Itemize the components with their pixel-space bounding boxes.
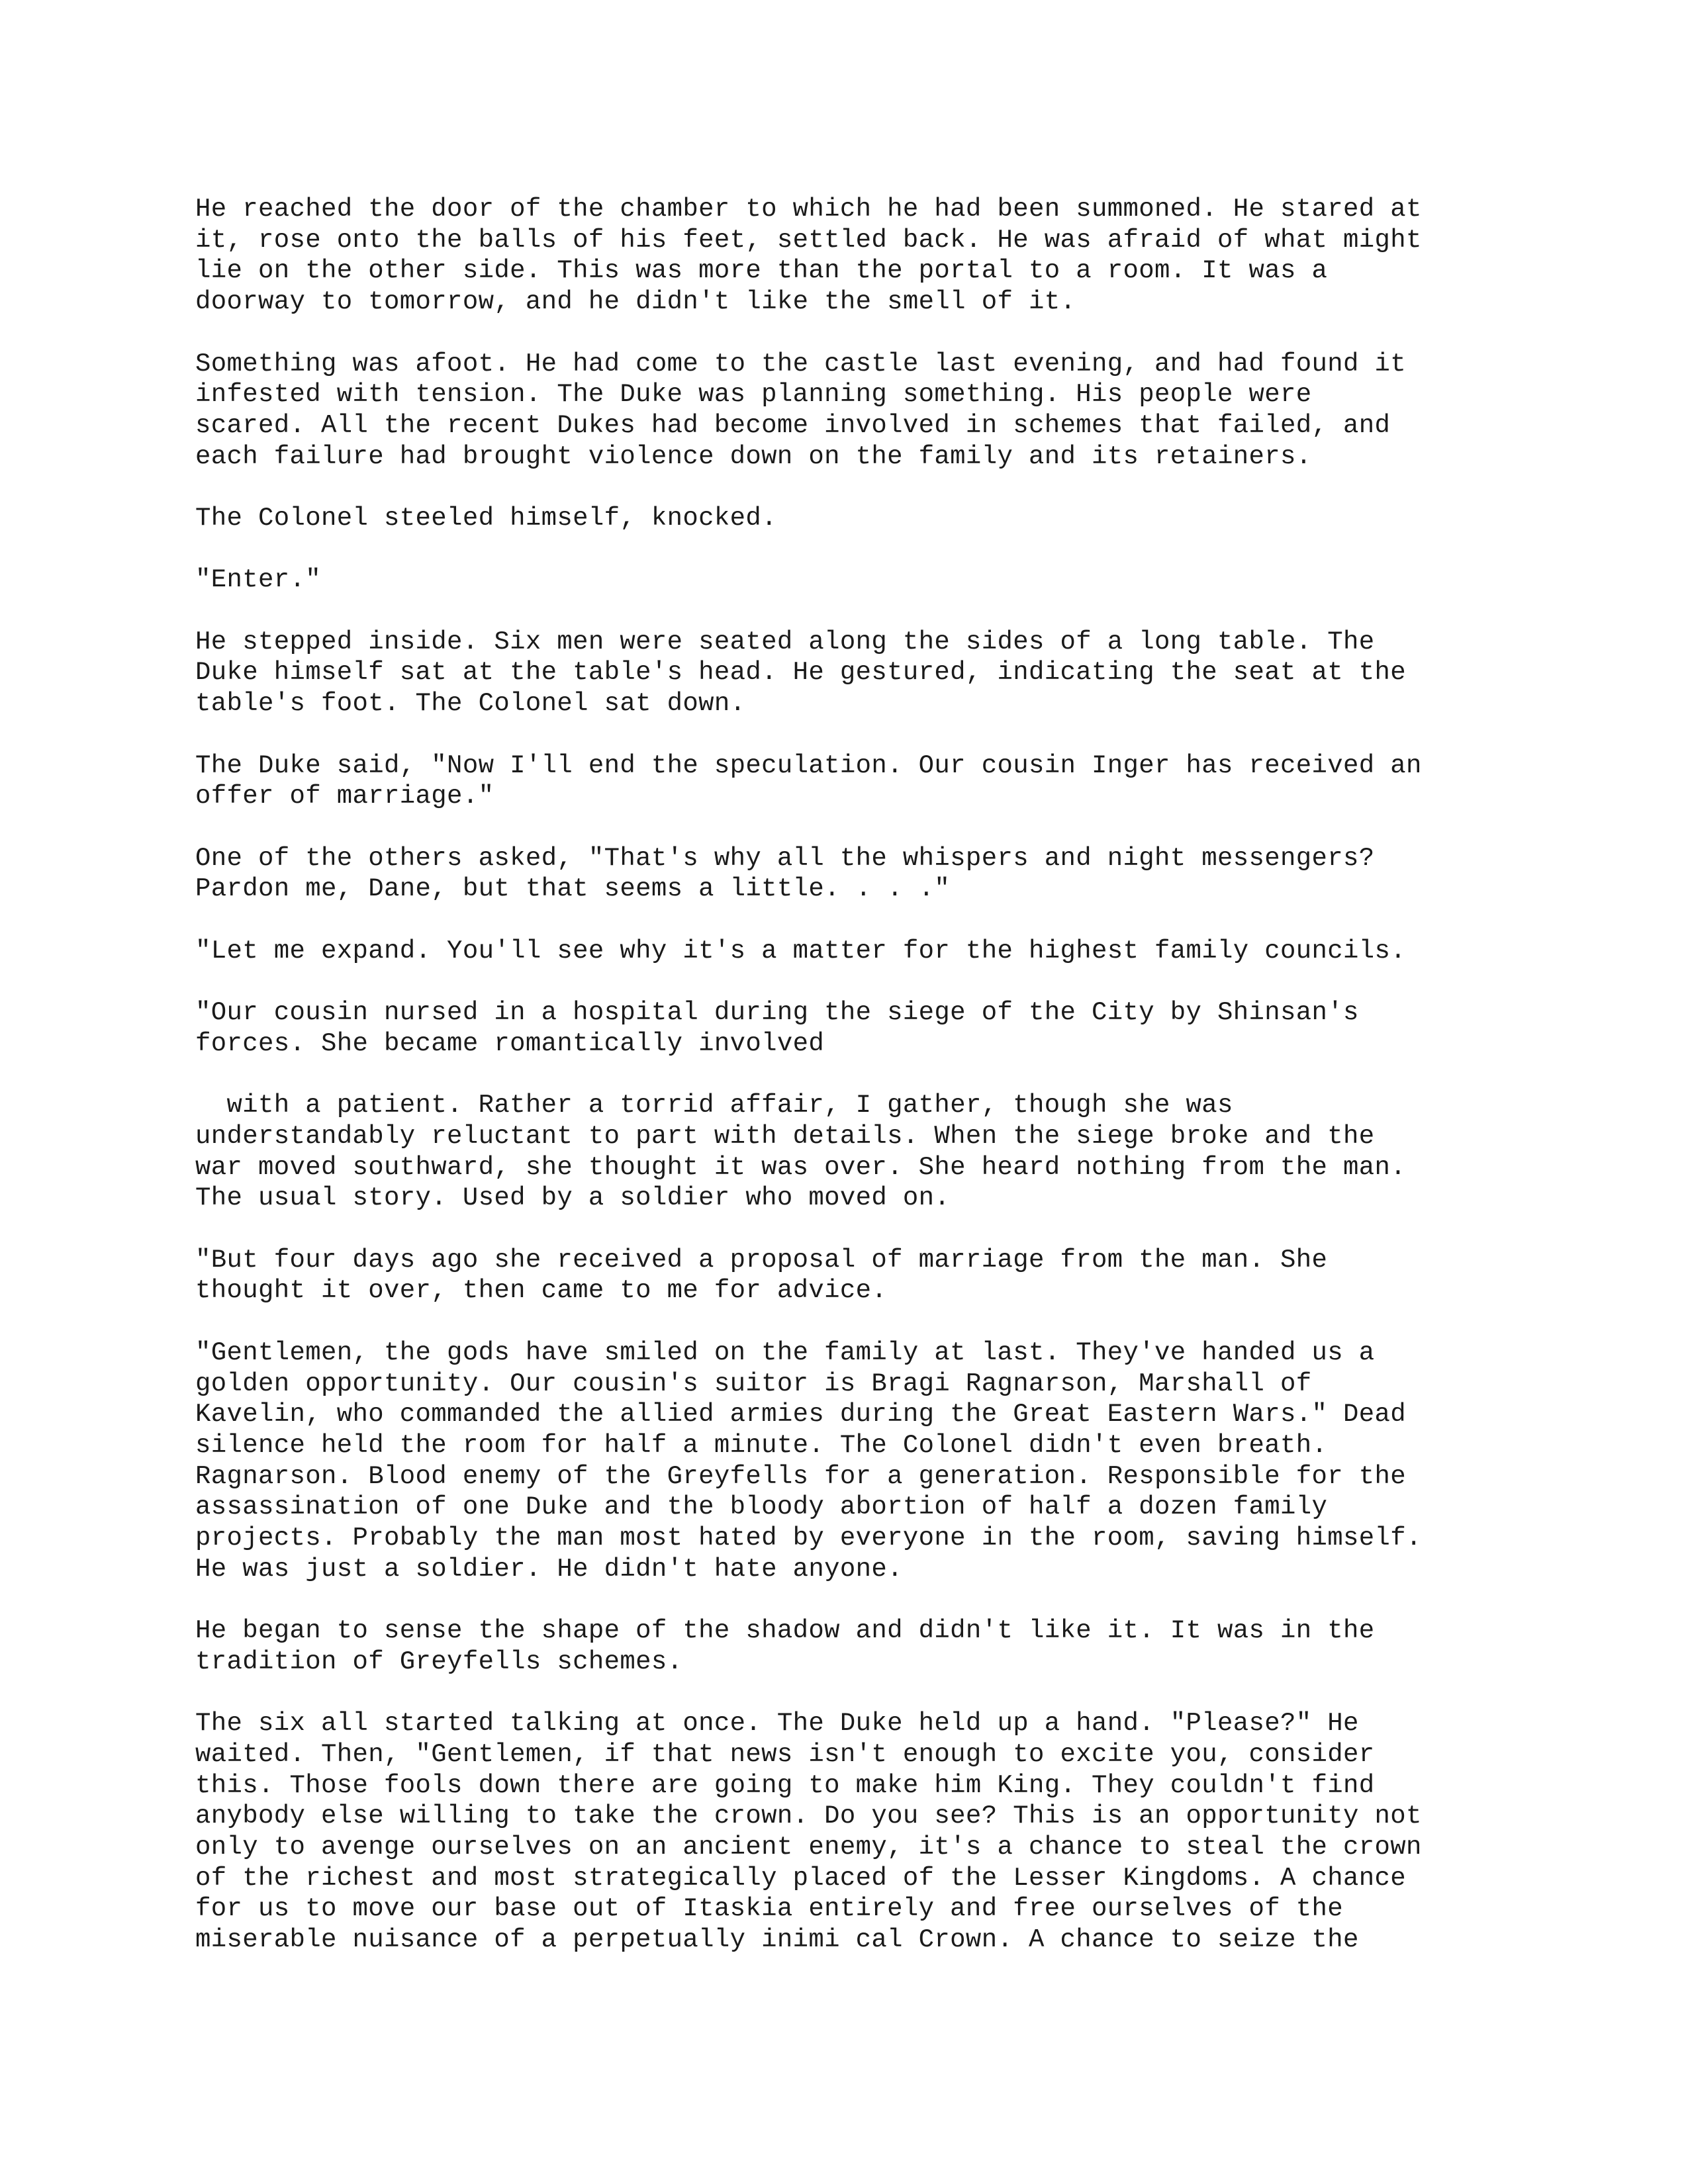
- paragraph-7: One of the others asked, "That's why all the whispers and night messengers? Pardon me, Dane, but that seems a little. . . .": [195, 843, 1375, 904]
- paragraph-11: "But four days ago she received a proposal of marriage from the man. She thought it over, then came to me for advice.: [195, 1245, 1328, 1306]
- paragraph-3: The Colonel steeled himself, knocked.: [195, 504, 777, 533]
- body-text: [195, 194, 1532, 1956]
- paragraph-13: He began to sense the shape of the shadow and didn't like it. It was in the tradition of Greyfells schemes.: [195, 1616, 1375, 1676]
- paragraph-1: He reached the door of the chamber to which he had been summoned. He stared at it, rose onto the balls of his feet, settled back. He was afraid of what might lie on the other side. This was more than the portal to a room. It was a doorway to tomorrow, and he didn't like the smell of it.: [195, 195, 1422, 317]
- paragraph-4: "Enter.": [195, 565, 322, 595]
- paragraph-10: with a patient. Rather a torrid affair, I gather, though she was understandably reluctant to part with details. When the siege broke and the war moved southward, she thought it was over. She heard nothing from the man. The usual story. Used by a soldier who moved on.: [195, 1091, 1407, 1213]
- paragraph-9: "Our cousin nursed in a hospital during the siege of the City by Shinsan's forces. She became romantically involved: [195, 998, 1359, 1058]
- paragraph-14: The six all started talking at once. The Duke held up a hand. "Please?" He waited. Then, "Gentlemen, if that news isn't enough to excite you, consider this. Those fools down there are going to make him King. They couldn't find anybody else willing to take the crown. Do you see? This is an opportunity not only to avenge ourselves on an ancient enemy, it's a chance to steal the crown of the richest and most strategically placed of the Lesser Kingdoms. A chance for us to move our base out of Itaskia entirely and free ourselves of the miserable nuisance of a perpetually inimi cal Crown. A chance to seize the: [195, 1709, 1422, 1955]
- paragraph-12: "Gentlemen, the gods have smiled on the family at last. They've handed us a golden opportunity. Our cousin's suitor is Bragi Ragnarson, Marshall of Kavelin, who commanded the allied armies during the Great Eastern Wars." Dead silence held the room for half a minute. The Colonel didn't even breath. Ragnarson. Blood enemy of the Greyfells for a generation. Responsible for the assassination of one Duke and the bloody abortion of half a dozen family projects. Probably the man most hated by everyone in the room, saving himself. He was just a soldier. He didn't hate anyone.: [195, 1338, 1422, 1584]
- paragraph-6: The Duke said, "Now I'll end the speculation. Our cousin Inger has received an offer of marriage.": [195, 751, 1422, 811]
- paragraph-2: Something was afoot. He had come to the castle last evening, and had found it infested with tension. The Duke was planning something. His people were scared. All the recent Dukes had become involved in schemes that failed, and each failure had brought violence down on the family and its retainers.: [195, 349, 1407, 471]
- paragraph-5: He stepped inside. Six men were seated along the sides of a long table. The Duke himself sat at the table's head. He gestured, indicating the seat at the table's foot. The Colonel sat down.: [195, 627, 1407, 719]
- paragraph-8: "Let me expand. You'll see why it's a matter for the highest family councils.: [195, 936, 1407, 966]
